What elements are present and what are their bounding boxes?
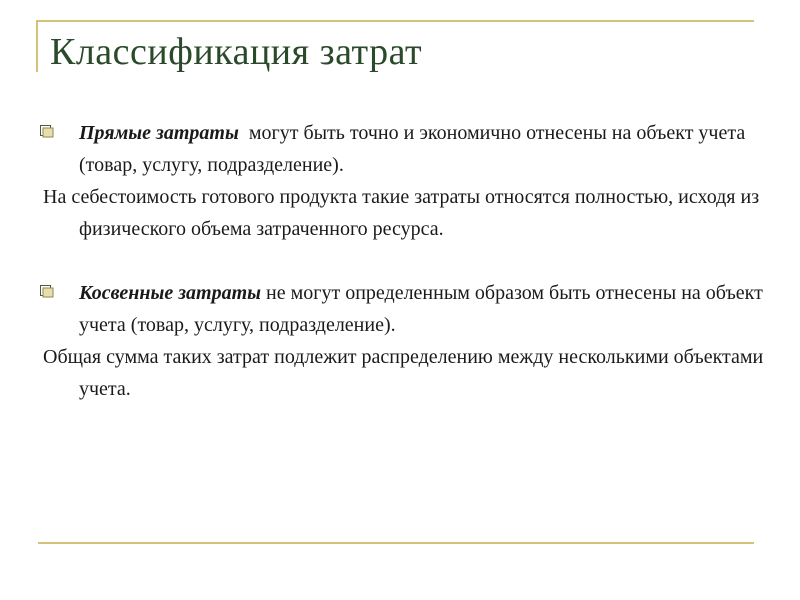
note-indirect-costs: Общая сумма таких затрат подлежит распределению между несколькими объектами учета. xyxy=(43,346,764,400)
bottom-divider xyxy=(38,542,754,544)
bullet-text-direct-costs: могут быть точно и экономично отнесены на объект учета (товар, услугу, подразделение). xyxy=(79,122,751,176)
term-direct-costs: Прямые затраты xyxy=(79,122,239,144)
frame-top-line xyxy=(36,20,754,22)
note-direct-costs: На себестоимость готового продукта такие затраты относятся полностью, исходя из физического объема затраченного ресурса. xyxy=(43,186,760,240)
checkbox-bullet-icon xyxy=(40,285,54,298)
slide-body xyxy=(40,117,775,405)
slide-title: Классификация затрат xyxy=(50,31,423,73)
frame-left-line xyxy=(36,20,38,72)
term-indirect-costs: Косвенные затраты xyxy=(79,282,262,304)
paragraph-gap xyxy=(40,245,775,277)
bullet-indirect-costs xyxy=(40,277,775,341)
checkbox-bullet-icon xyxy=(40,125,54,138)
bullet-text-indirect-costs: не могут определенным образом быть отнесены на объект учета (товар, услугу, подразделение). xyxy=(79,282,768,336)
bullet-direct-costs xyxy=(40,117,775,181)
